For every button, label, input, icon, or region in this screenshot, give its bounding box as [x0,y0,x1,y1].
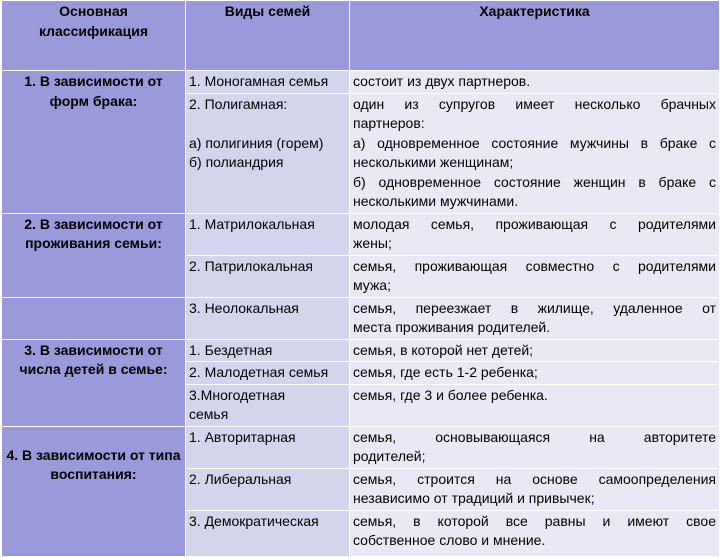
type-large-family [186,384,350,426]
header-row [2,1,720,71]
desc-line: независимо от традиций и привычек; [353,490,595,506]
table-row [2,297,720,339]
table-row [2,426,720,468]
type-democratic: 3. Демократическая [186,510,350,556]
type-polygamy-main: 2. Полигамная: [189,95,288,112]
desc-line: семья, в которой все равны и имеют свое [353,512,716,529]
header-family-types: Виды семей [186,1,350,71]
desc-polygamy-line: несколькими мужчинами. [353,193,519,209]
desc-line: места проживания родителей. [353,319,551,335]
table-row [2,71,720,94]
type-line: 3.Многодетная [189,386,286,403]
type-small-family: 2. Малодетная семья [186,362,350,385]
desc-line: семья, строится на основе самоопределения [353,470,716,487]
desc-liberal [350,468,720,510]
type-matrilocal: 1. Матрилокальная [186,213,350,255]
group-label-empty [2,297,186,339]
desc-large-family: семья, где 3 и более ребенка. [350,384,720,426]
desc-monogamy: состоит из двух партнеров. [350,71,720,94]
desc-line: жены; [353,235,392,251]
type-liberal: 2. Либеральная [186,468,350,510]
group-label-marriage-form: 1. В зависимости от форм брака: [2,71,186,214]
desc-line: молодая семья, проживающая с родителями [353,215,716,232]
header-characteristic: Характеристика [350,1,720,71]
group-label-text: 4. В зависимости от типа воспитания: [6,446,181,482]
table-row [2,339,720,362]
desc-polygamy-line: б) одновременное состояние женщин в браке с [353,173,716,190]
type-authoritarian: 1. Авторитарная [186,426,350,468]
desc-childless: семья, в которой нет детей; [350,339,720,362]
type-line: семья [189,406,229,422]
desc-polygamy-line: партнеров: [353,115,425,131]
type-polyandry: б) полиандрия [189,154,284,170]
desc-patrilocal [350,255,720,297]
type-monogamy: 1. Моногамная семья [186,71,350,94]
desc-line: мужа; [353,277,391,293]
type-patrilocal: 2. Патрилокальная [186,255,350,297]
desc-polygamy-line: а) одновременное состояние мужчины в браке с [353,134,716,151]
desc-neolocal [350,297,720,339]
type-neolocal: 3. Неолокальная [186,297,350,339]
desc-authoritarian [350,426,720,468]
desc-line: семья, проживающая совместно с родителями [353,257,716,274]
type-polygyny: а) полигиния (горем) [189,134,324,151]
group-label-residence: 2. В зависимости от проживания семьи: [2,213,186,297]
desc-polygamy-line: один из супругов имеет несколько брачных [353,95,716,112]
type-polygamy [186,93,350,213]
desc-small-family: семья, где есть 1-2 ребенка; [350,362,720,385]
desc-line: родителей; [353,448,426,464]
header-classification: Основная классификация [2,1,186,71]
desc-matrilocal [350,213,720,255]
table-row [2,213,720,255]
desc-polygamy [350,93,720,213]
desc-line: собственное слово и мнение. [353,532,546,548]
desc-polygamy-line: несколькими женщинам; [353,154,514,170]
group-label-children: 3. В зависимости от числа детей в семье: [2,339,186,426]
desc-line: семья, переезжает в жилище, удаленное от [353,299,716,316]
group-label-upbringing [2,426,186,556]
desc-line: семья, основывающаяся на авторитете [353,428,716,445]
desc-democratic [350,510,720,556]
type-childless: 1. Бездетная [186,339,350,362]
family-classification-table [1,0,720,557]
